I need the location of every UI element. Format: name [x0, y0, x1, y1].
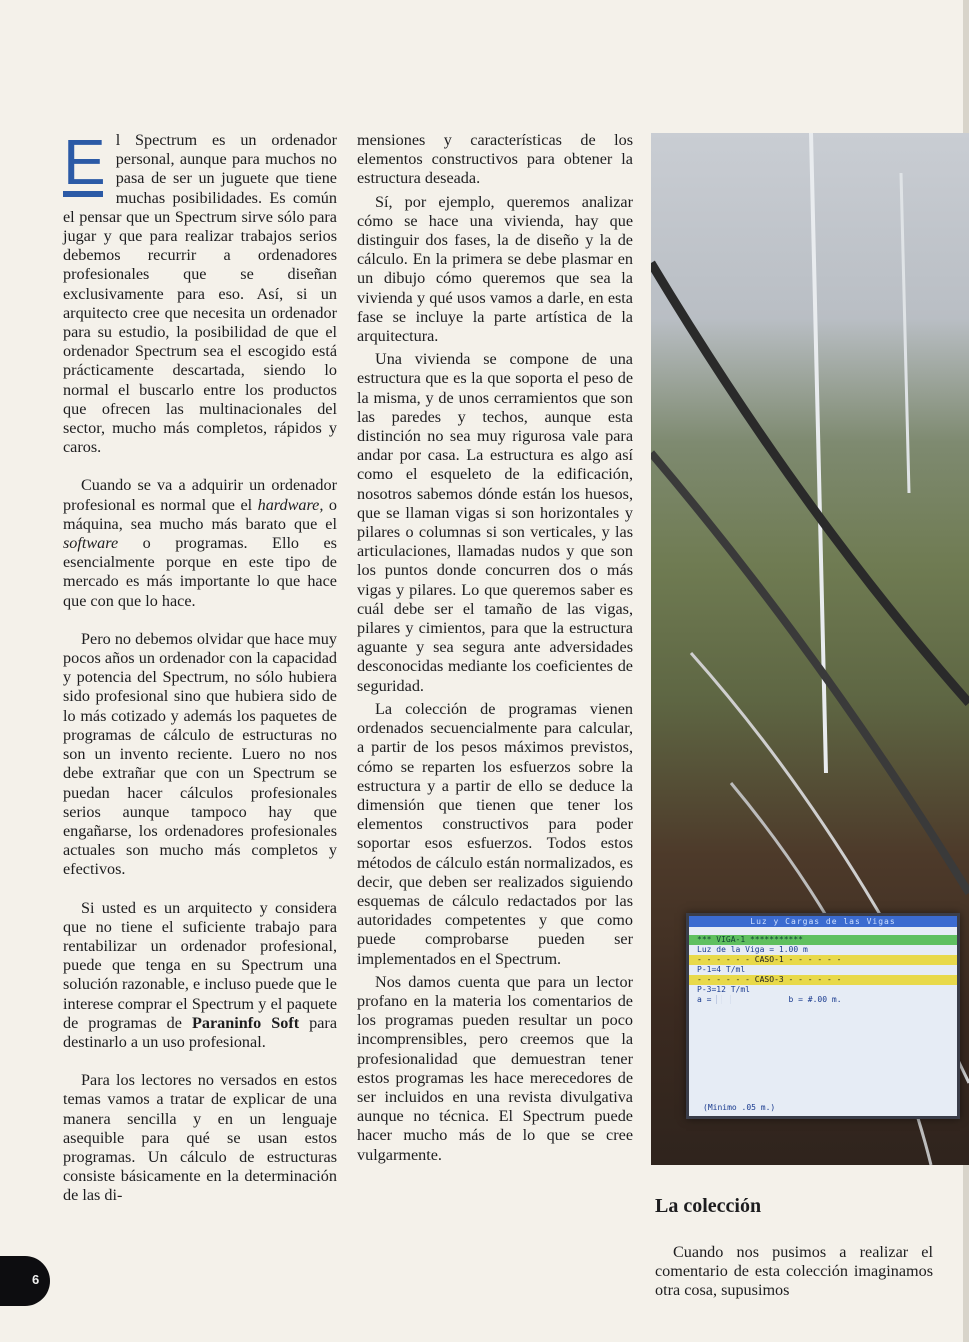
- screen-line: - - - - - - CASO-3 - - - - - -: [689, 975, 957, 985]
- paragraph: mensiones y características de los elementos constructivos para obtener la estructura deseada.: [357, 131, 633, 188]
- paragraph: Pero no debemos olvidar que hace muy pocos años un ordenador con la capacidad y potencia del Spectrum, no sólo hubiera sido profesional sino que hubiera sido de lo más cotizado y además los paquetes de programas de cálculo de estructuras no son un invento reciente. Luero no nos debe extrañar que con un Spectrum se puedan hacer cálculos profesionales serios aunque tampoco hay que engañarse, los ordenadores profesionales actuales son mucho más completos y efectivos.: [63, 629, 337, 879]
- paragraph: El Spectrum es un ordenador personal, aunque para muchos no pasa de ser un juguete que tiene muchas posibilidades. Es común el pensar que un Spectrum sirve sólo para jugar y que para realizar trabajos serios debemos recurrir a ordenadores profesionales que se diseñan exclusivamente para eso. Así, si un arquitecto cree que necesita un ordenador para su estudio, la posibilidad de que el ordenador Spectrum sea el escogido está prácticamente descartada, siendo lo normal el buscarlo entre los productos que ofrecen las multinacionales del sector, mucho más completos, rápidos y caros.: [63, 126, 337, 457]
- article-column-3: [655, 1243, 933, 1301]
- paragraph: Si usted es un arquitecto y considera que no tiene el suficiente trabajo para rentabilizar un ordenador profesional, puede que tenga en su Spectrum una solución razonable, e incluso puede que le interese comprar el Spectrum y el paquete de programas de Paraninfo Soft para destinarlo a un uso profesional.: [63, 898, 338, 1051]
- paragraph: La colección de programas vienen ordenados secuencialmente para calcular, a partir de los pesos máximos previstos, cómo se reparten los esfuerzos sobre la estructura y a partir de ello se deduce la dimensión que tienen que tener los elementos constructivos para poder soportar esos esfuerzos. Todos estos métodos de cálculo están normalizados, es decir, que deben ser realizados siguiendo esquemas de cálculo redactados por las autoridades competentes y que como puede comprobarse pueden ser implementados en el Spectrum.: [357, 699, 633, 968]
- screen-line: Luz de la Viga = 1.00 m: [697, 945, 808, 954]
- spectrum-screen-capture: [686, 913, 960, 1119]
- article-column-2: [357, 131, 633, 1165]
- screen-line: *** VIGA-1 ***********: [689, 935, 957, 945]
- paragraph: Nos damos cuenta que para un lector profano en la materia los comentarios de los programas pueden resultar un poco incomprensibles, pero creemos que la profesionalidad que demuestran tener estos programas les hace merecedores de ser incluidos en una revista divulgativa aunque no técnica. El Spectrum puede hacer mucho más de lo que se cree vulgarmente.: [357, 972, 633, 1164]
- screen-title: Luz y Cargas de las Vigas: [689, 916, 957, 927]
- paragraph: Para los lectores no versados en estos temas vamos a tratar de explicar de una manera sencilla y en un lenguaje asequible para qué se usan estos programas. Un cálculo de estructuras consiste básicamente en la determinación de las di-: [63, 1071, 337, 1205]
- paragraph: Cuando se va a adquirir un ordenador profesional es normal que el hardware, o máquina, sea mucho más barato que el software o programas. Ello es esencialmente porque en este tipo de mercado es más importante lo que hace que con que lo hace.: [63, 476, 337, 610]
- screen-line: a = █████ b = #.00 m.: [697, 995, 842, 1004]
- screen-line: P-3=12 T/ml: [697, 985, 750, 994]
- drop-cap: E: [63, 126, 106, 198]
- section-heading: La colección: [655, 1195, 762, 1217]
- paragraph: Sí, por ejemplo, queremos analizar cómo se hace una vivienda, hay que distinguir dos fases, la de diseño y la de cálculo. En la primera se debe plasmar en un dibujo cómo queremos que sea la vivienda y qué usos vamos a darle, en esta fase se incluye la parte artística de la arquitectura.: [357, 192, 633, 346]
- screen-footer: (Minimo .05 m.): [703, 1103, 776, 1112]
- paragraph: Una vivienda se compone de una estructura que es la que soporta el peso de la misma, y de unos cerramientos que son las paredes y techos, aunque esta distinción no sea muy rigurosa vale para andar por casa. La estructura es algo así como el esqueleto de la edificación, nosotros sabemos dónde están los huesos, que se llaman vigas si son horizontales y pilares o columnas si son verticales, y las articulaciones, llamadas nudos y que son los puntos donde concurren dos o más vigas y pilares. Lo que queremos saber es cuál debe ser el tamaño de las vigas, pilares y cimientos, para que la estructura aguante y sea segura ante adversidades desconocidas mediante los coeficientes de seguridad.: [357, 350, 633, 695]
- article-column-1: [63, 126, 338, 1206]
- screen-line: P-1=4 T/ml: [697, 965, 746, 974]
- page-number-badge: 6: [0, 1256, 50, 1306]
- screen-line: - - - - - - CASO-1 - - - - - -: [689, 955, 957, 965]
- paragraph: Cuando nos pusimos a realizar el comentario de esta colección imaginamos otra cosa, supusimos: [655, 1243, 933, 1300]
